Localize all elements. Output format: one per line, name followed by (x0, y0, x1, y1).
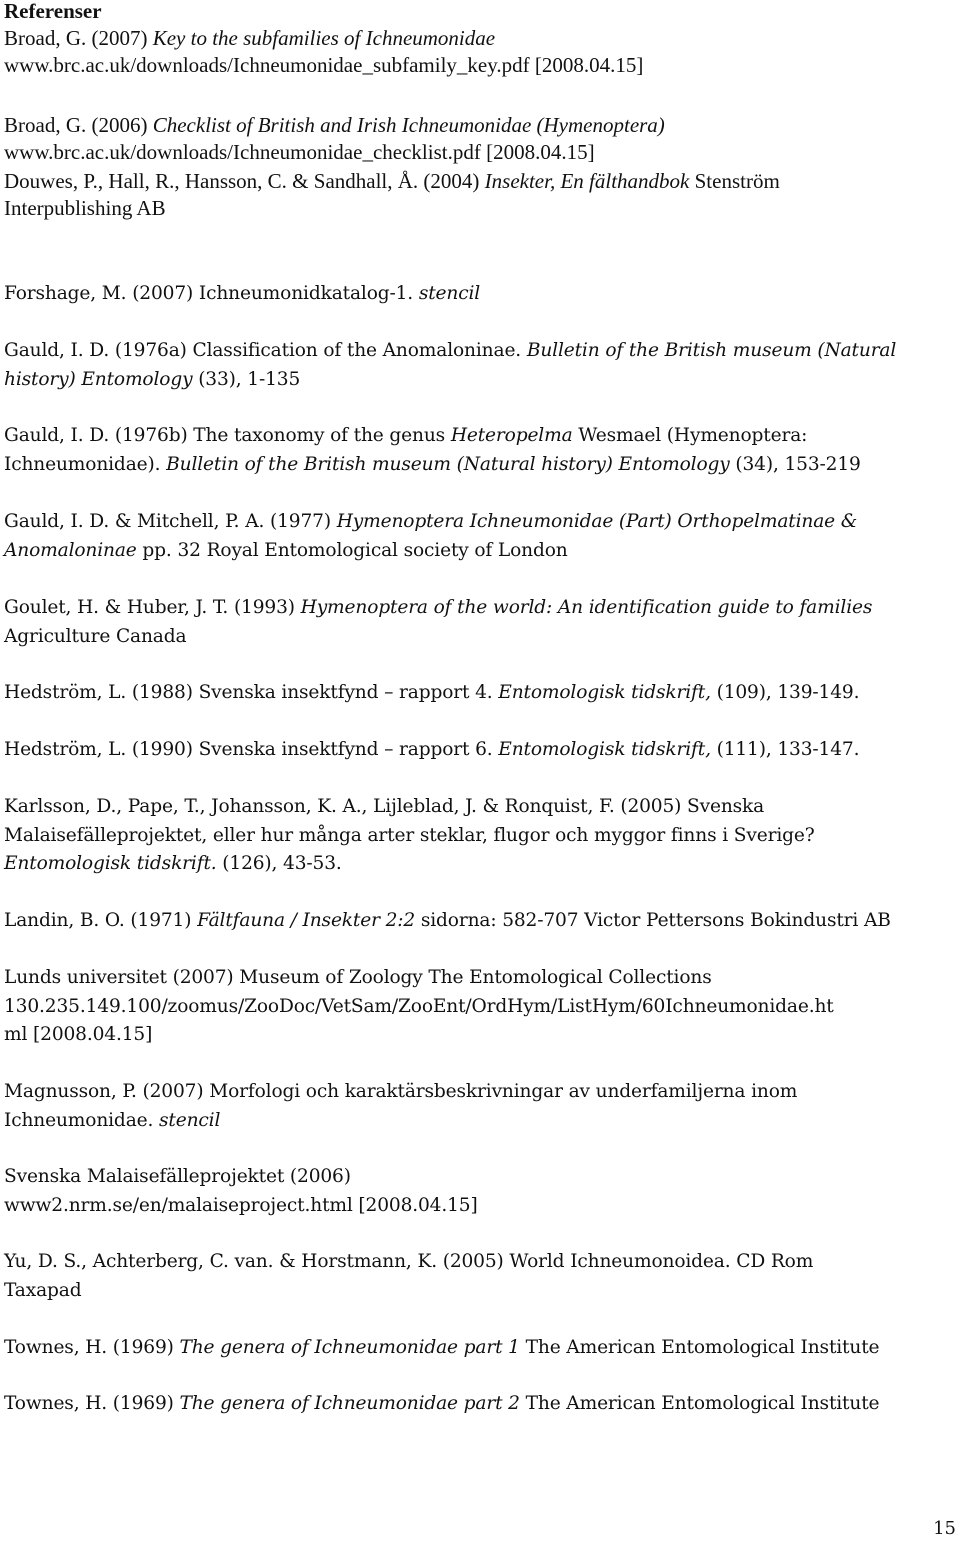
reference-lunds-universitet: Lunds universitet (2007) Museum of Zoology The Entomological Collections 130.235.149.100/zoomus/ZooDoc/VetSam/ZooEnt/OrdHym/ListHym/60Ichneumonidae.ht ml [2008.04.15] (4, 967, 834, 1046)
reference-gauld-1976a: Gauld, I. D. (1976a) Classification of the Anomaloninae. Bulletin of the British museum (Natural history) Entomology (33), 1-135 (4, 340, 897, 390)
reference-hedstrom-1990: Hedström, L. (1990) Svenska insektfynd – rapport 6. Entomologisk tidskrift, (111), 133-147. (4, 739, 860, 760)
reference-karlsson: Karlsson, D., Pape, T., Johansson, K. A., Lijleblad, J. & Ronquist, F. (2005) Svenska Malaisefälleprojektet, eller hur många arter steklar, flugor och myggor finns i Sverige? Entomologisk tidskrift. (126), 43-53. (4, 796, 815, 875)
reference-landin: Landin, B. O. (1971) Fältfauna / Insekter 2:2 sidorna: 582-707 Victor Pettersons Bokindustri AB (4, 910, 891, 931)
reference-yu: Yu, D. S., Achterberg, C. van. & Horstmann, K. (2005) World Ichneumonoidea. CD Rom Taxapad (4, 1251, 814, 1301)
reference-broad-2007: Broad, G. (2007) Key to the subfamilies of Ichneumonidae www.brc.ac.uk/downloads/Ichneumonidae_subfamily_key.pdf [2008.04.15] (4, 26, 644, 77)
reference-magnusson: Magnusson, P. (2007) Morfologi och karaktärsbeskrivningar av underfamiljerna inom Ichneumonidae. stencil (4, 1081, 798, 1131)
reference-townes-part-2: Townes, H. (1969) The genera of Ichneumonidae part 2 The American Entomological Institute (4, 1393, 880, 1414)
reference-goulet-huber: Goulet, H. & Huber, J. T. (1993) Hymenoptera of the world: An identification guide to families Agriculture Canada (4, 597, 873, 647)
reference-douwes: Douwes, P., Hall, R., Hansson, C. & Sandhall, Å. (2004) Insekter, En fälthandbok Stenström Interpublishing AB (4, 169, 780, 220)
reference-hedstrom-1988: Hedström, L. (1988) Svenska insektfynd – rapport 4. Entomologisk tidskrift, (109), 139-149. (4, 682, 860, 703)
reference-malaise-project: Svenska Malaisefälleprojektet (2006) www2.nrm.se/en/malaiseproject.html [2008.04.15] (4, 1166, 478, 1216)
page-number: 15 (933, 1518, 956, 1539)
reference-gauld-mitchell-1977: Gauld, I. D. & Mitchell, P. A. (1977) Hymenoptera Ichneumonidae (Part) Orthopelmatinae & Anomaloninae pp. 32 Royal Entomological society of London (4, 511, 858, 561)
reference-forshage: Forshage, M. (2007) Ichneumonidkatalog-1. stencil (4, 283, 481, 304)
references-heading: Referenser (4, 0, 102, 23)
reference-gauld-1976b: Gauld, I. D. (1976b) The taxonomy of the genus Heteropelma Wesmael (Hymenoptera: Ichneumonidae). Bulletin of the British museum (Natural history) Entomology (34), 153-219 (4, 425, 861, 475)
reference-townes-part-1: Townes, H. (1969) The genera of Ichneumonidae part 1 The American Entomological Institute (4, 1337, 880, 1358)
reference-broad-2006: Broad, G. (2006) Checklist of British and Irish Ichneumonidae (Hymenoptera) www.brc.ac.uk/downloads/Ichneumonidae_checklist.pdf [2008.04.15] (4, 113, 665, 164)
